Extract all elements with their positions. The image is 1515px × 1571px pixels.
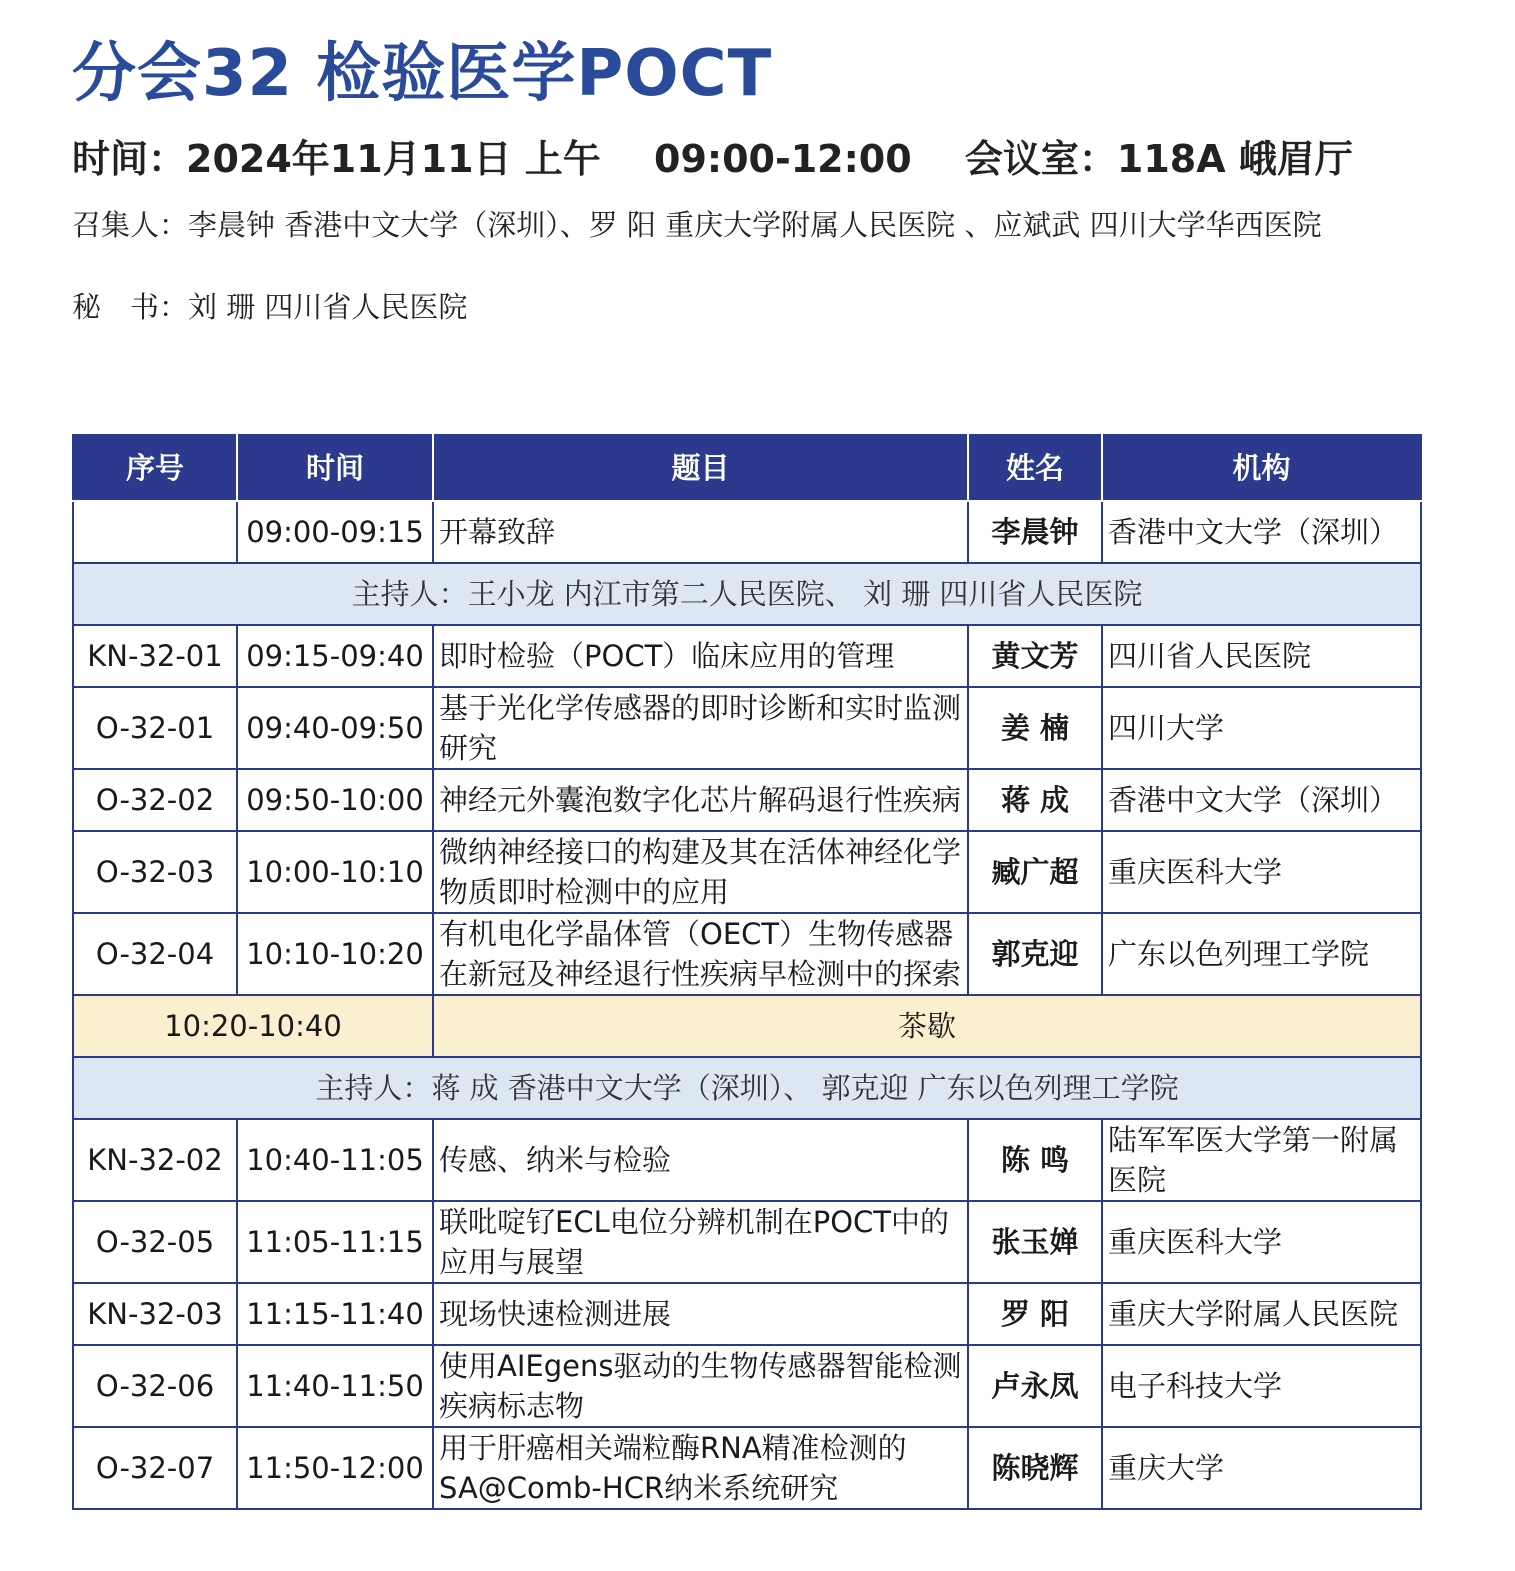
cell-name: 卢永凤: [968, 1345, 1102, 1427]
table-row: [73, 687, 1421, 769]
table-row: [73, 1427, 1421, 1509]
table-row: [73, 625, 1421, 687]
cell-org: 重庆医科大学: [1102, 1201, 1421, 1283]
session-time-range: 09:00-12:00: [654, 137, 912, 181]
schedule-table: [72, 434, 1422, 1510]
table-row: [73, 913, 1421, 995]
convener-line: 召集人：李晨钟 香港中文大学（深圳）、罗 阳 重庆大学附属人民医院 、应斌武 四川大学华西医院: [72, 208, 1322, 242]
cell-time: 09:15-09:40: [237, 625, 433, 687]
cell-org: 重庆大学附属人民医院: [1102, 1283, 1421, 1345]
header-org: 机构: [1102, 435, 1421, 501]
cell-org: 电子科技大学: [1102, 1345, 1421, 1427]
cell-name: 蒋 成: [968, 769, 1102, 831]
cell-topic: 神经元外囊泡数字化芯片解码退行性疾病: [433, 769, 968, 831]
page-title: 分会32 检验医学POCT: [72, 37, 773, 111]
cell-org: 四川省人民医院: [1102, 625, 1421, 687]
session-date: 时间：2024年11月11日 上午: [72, 137, 601, 181]
cell-name: 陈 鸣: [968, 1119, 1102, 1201]
cell-id: O-32-06: [73, 1345, 237, 1427]
cell-org: 陆军军医大学第一附属医院: [1102, 1119, 1421, 1201]
cell-time: 10:10-10:20: [237, 913, 433, 995]
header-time: 时间: [237, 435, 433, 501]
cell-topic: 即时检验（POCT）临床应用的管理: [433, 625, 968, 687]
cell-topic: 基于光化学传感器的即时诊断和实时监测研究: [433, 687, 968, 769]
cell-name: 姜 楠: [968, 687, 1102, 769]
cell-name: 臧广超: [968, 831, 1102, 913]
table-header-row: [73, 435, 1421, 501]
cell-org: 香港中文大学（深圳）: [1102, 769, 1421, 831]
cell-id: [73, 501, 237, 563]
cell-time: 09:50-10:00: [237, 769, 433, 831]
session-time-info: [72, 128, 1393, 183]
cell-org: 重庆医科大学: [1102, 831, 1421, 913]
table-row: [73, 831, 1421, 913]
cell-topic: 开幕致辞: [433, 501, 968, 563]
header-id: 序号: [73, 435, 237, 501]
cell-id: O-32-05: [73, 1201, 237, 1283]
cell-name: 郭克迎: [968, 913, 1102, 995]
cell-name: 黄文芳: [968, 625, 1102, 687]
cell-topic: 传感、纳米与检验: [433, 1119, 968, 1201]
cell-org: 广东以色列理工学院: [1102, 913, 1421, 995]
cell-id: O-32-03: [73, 831, 237, 913]
host-text: 主持人：蒋 成 香港中文大学（深圳）、 郭克迎 广东以色列理工学院: [73, 1057, 1421, 1119]
cell-topic: 用于肝癌相关端粒酶RNA精准检测的SA@Comb-HCR纳米系统研究: [433, 1427, 968, 1509]
session-room: 会议室：118A 峨眉厅: [964, 137, 1353, 181]
table-row-opening: [73, 501, 1421, 563]
cell-time: 11:05-11:15: [237, 1201, 433, 1283]
host-row-1: [73, 563, 1421, 625]
cell-id: O-32-07: [73, 1427, 237, 1509]
cell-id: KN-32-01: [73, 625, 237, 687]
cell-id: KN-32-02: [73, 1119, 237, 1201]
table-row: [73, 1119, 1421, 1201]
cell-time: 11:50-12:00: [237, 1427, 433, 1509]
header-topic: 题目: [433, 435, 968, 501]
table-row: [73, 1283, 1421, 1345]
cell-time: 10:00-10:10: [237, 831, 433, 913]
cell-id: O-32-02: [73, 769, 237, 831]
cell-time: 09:00-09:15: [237, 501, 433, 563]
cell-time: 09:40-09:50: [237, 687, 433, 769]
cell-id: O-32-01: [73, 687, 237, 769]
break-label: 茶歇: [433, 995, 1421, 1057]
cell-org: 香港中文大学（深圳）: [1102, 501, 1421, 563]
secretary-line: 秘 书：刘 珊 四川省人民医院: [72, 290, 468, 324]
cell-id: KN-32-03: [73, 1283, 237, 1345]
cell-topic: 联吡啶钌ECL电位分辨机制在POCT中的应用与展望: [433, 1201, 968, 1283]
host-text: 主持人：王小龙 内江市第二人民医院、 刘 珊 四川省人民医院: [73, 563, 1421, 625]
cell-name: 李晨钟: [968, 501, 1102, 563]
header-name: 姓名: [968, 435, 1102, 501]
host-row-2: [73, 1057, 1421, 1119]
cell-name: 张玉婵: [968, 1201, 1102, 1283]
table-row: [73, 1345, 1421, 1427]
cell-time: 11:40-11:50: [237, 1345, 433, 1427]
cell-name: 陈晓辉: [968, 1427, 1102, 1509]
cell-topic: 微纳神经接口的构建及其在活体神经化学物质即时检测中的应用: [433, 831, 968, 913]
cell-org: 重庆大学: [1102, 1427, 1421, 1509]
cell-id: O-32-04: [73, 913, 237, 995]
cell-time: 10:40-11:05: [237, 1119, 433, 1201]
cell-name: 罗 阳: [968, 1283, 1102, 1345]
cell-time: 11:15-11:40: [237, 1283, 433, 1345]
cell-topic: 有机电化学晶体管（OECT）生物传感器在新冠及神经退行性疾病早检测中的探索: [433, 913, 968, 995]
break-time: 10:20-10:40: [73, 995, 433, 1057]
table-row: [73, 1201, 1421, 1283]
table-row: [73, 769, 1421, 831]
tea-break-row: [73, 995, 1421, 1057]
cell-topic: 使用AIEgens驱动的生物传感器智能检测疾病标志物: [433, 1345, 968, 1427]
cell-topic: 现场快速检测进展: [433, 1283, 968, 1345]
cell-org: 四川大学: [1102, 687, 1421, 769]
